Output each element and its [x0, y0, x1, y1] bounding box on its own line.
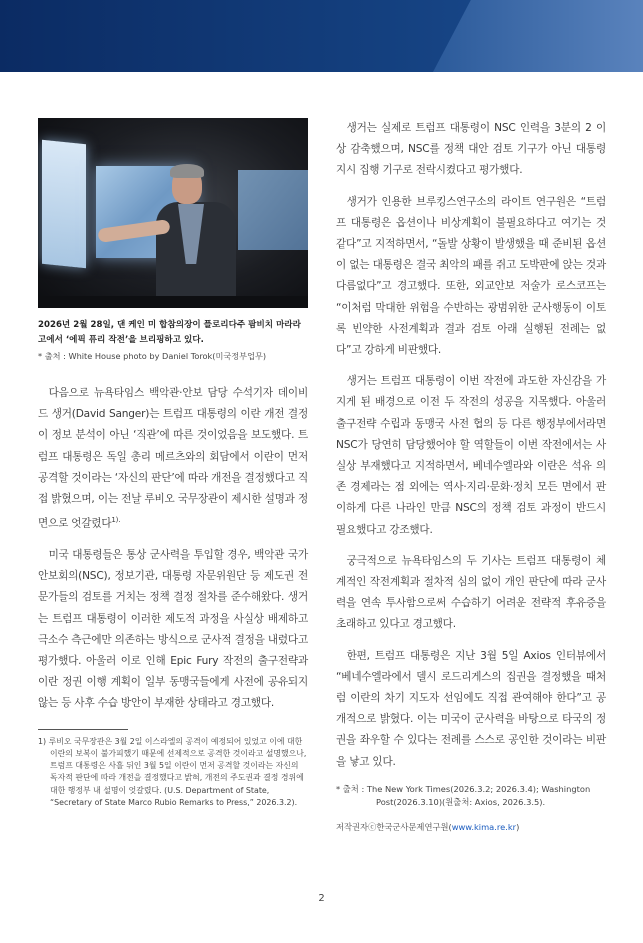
photo-screen-right [238, 170, 308, 250]
body-paragraph: 한편, 트럼프 대통령은 지난 3월 5일 Axios 인터뷰에서 “베네수엘라에서 델시 로드리게스의 집권을 결정했을 때처럼 이란의 차기 지도자 선임에도 직접 관여해야 한다”고 공개적으로 밝혔다. 이는 미국이 군사력을 바탕으로 타국의 정권을 좌우할 수 있다는 전례를 스스로 공인한 것이라는 비판을 낳고 있다. [336, 649, 606, 768]
photo-source: * 출처 : White House photo by Daniel Torok(미국정부업무) [38, 351, 267, 361]
copyright-text: 저작권자ⓒ한국군사문제연구원( [336, 821, 452, 832]
footnote-marker[interactable]: 1). [111, 516, 121, 525]
photo-screen-left [42, 140, 86, 269]
body-paragraph [38, 383, 308, 535]
body-paragraph: 생거가 인용한 브루킹스연구소의 라이트 연구원은 “트럼프 대통령은 옵션이나 비상계획이 불필요하다고 여기는 것 같다”고 지적하면서, “돌발 상황이 발생했을 때 준비된 옵션이 없는 대통령은 결국 최악의 패를 쥐고 도박판에 앉는 것과 다름없다”고 경고했다. 또한, 외교안보 저술가 로스코프는 “이처럼 막대한 위험을 수반하는 광범위한 군사행동이 이토록 빈약한 사전계획과 결과 검토 아래 실행된 전례는 없다”고 강하게 비판했다. [336, 195, 606, 357]
footnote-divider [38, 729, 128, 730]
body-paragraph: 생거는 실제로 트럼프 대통령이 NSC 인력을 3분의 2 이상 감축했으며, NSC를 정책 대안 검토 기구가 아닌 대통령 지시 집행 기구로 전락시켰다고 평가했다. [336, 122, 606, 177]
briefing-photo [38, 118, 308, 308]
photo-desk [38, 296, 308, 308]
body-paragraph: 궁극적으로 뉴욕타임스의 두 기사는 트럼프 대통령이 체계적인 작전계획과 절차적 심의 없이 개인 판단에 따라 군사력을 연속 투사함으로써 수습하기 어려운 전략적 후유증을 초래하고 있다고 경고했다. [336, 554, 606, 631]
right-column [336, 118, 606, 833]
photo-person-hair [170, 164, 204, 178]
body-paragraph: 미국 대통령들은 통상 군사력을 투입할 경우, 백악관 국가안보회의(NSC), 정보기관, 대통령 자문위원단 등 제도권 전문가들의 검토를 거치는 정책 결정 절차를 준수해왔다. 생거는 트럼프 대통령이 이러한 제도적 과정을 사실상 배제하고 극소수 측근에만 의존하는 방식으로 군사적 결정을 내렸다고 평가했다. 아울러 이로 인해 Epic Fury 작전의 출구전략과 이란 정권 이행 계획이 일부 동맹국들에게 사전에 공유되지 않는 등 사후 수습 방안이 부재한 상태라고 경고했다. [38, 548, 308, 710]
photo-caption: 2026년 2월 28일, 댄 케인 미 합참의장이 플로리다주 팜비치 마라라고에서 ‘에픽 퓨리 작전’을 브리핑하고 있다. [38, 320, 301, 345]
page-number: 2 [318, 893, 325, 904]
footnote: 1) 루비오 국무장관은 3월 2일 이스라엘의 공격이 예정되어 있었고 이에 대한 이란의 보복이 불가피했기 때문에 선제적으로 공격한 것이라고 설명했으나, 트럼프 대통령은 사흘 뒤인 3월 5일 이란이 먼저 공격할 것이라는 자신의 독자적 판단에 따라 개전을 결정했다고 밝혀, 개전의 주도권과 결정 경위에 대한 행정부 내 설명이 엇갈렸다. (U.S. Department of State, “Secretary of State Marco Rubio Remarks to Press,” 2026.3.2). [38, 736, 307, 808]
copyright-close: ) [516, 821, 520, 832]
body-paragraph: 생거는 트럼프 대통령이 이번 작전에 과도한 자신감을 가지게 된 배경으로 이전 두 작전의 성공을 지목했다. 아울러 출구전략 수립과 동맹국 사전 협의 등 다른 행정부에서라면 NSC가 당연히 담당했어야 할 역할들이 이번 작전에서는 사실상 부재했다고 지적하면서, 베네수엘라와 이란은 석유 의존 경제라는 점 외에는 역사·지리·문화·정치 모든 면에서 판이하게 다른 나라인 만큼 NSC의 정책 검토 과정이 반드시 필요했다고 강조했다. [336, 375, 606, 536]
sources-note: * 출처 : The New York Times(2026.3.2; 2026.3.4); Washington Post(2026.3.10)(원출처: Axios, 2026.3.5). [336, 783, 591, 807]
copyright-link[interactable]: www.kima.re.kr [451, 821, 517, 832]
copyright-line [336, 821, 606, 833]
paragraph-text: 다음으로 뉴욕타임스 백악관·안보 담당 수석기자 데이비드 생거(David Sanger)는 트럼프 대통령의 이란 개전 결정이 정보 분석이 아닌 ‘직관’에 따른 것이었음을 보도했다. 트럼프 대통령은 독일 총리 메르츠와의 회담에서 이란이 먼저 공격할 것이라는 ‘자신의 판단’에 따라 개전을 결정했다고 직접 밝혔으며, 이는 전날 루비오 국무장관이 제시한 설명과 정면으로 엇갈렸다 [38, 387, 308, 530]
left-column [38, 118, 308, 809]
